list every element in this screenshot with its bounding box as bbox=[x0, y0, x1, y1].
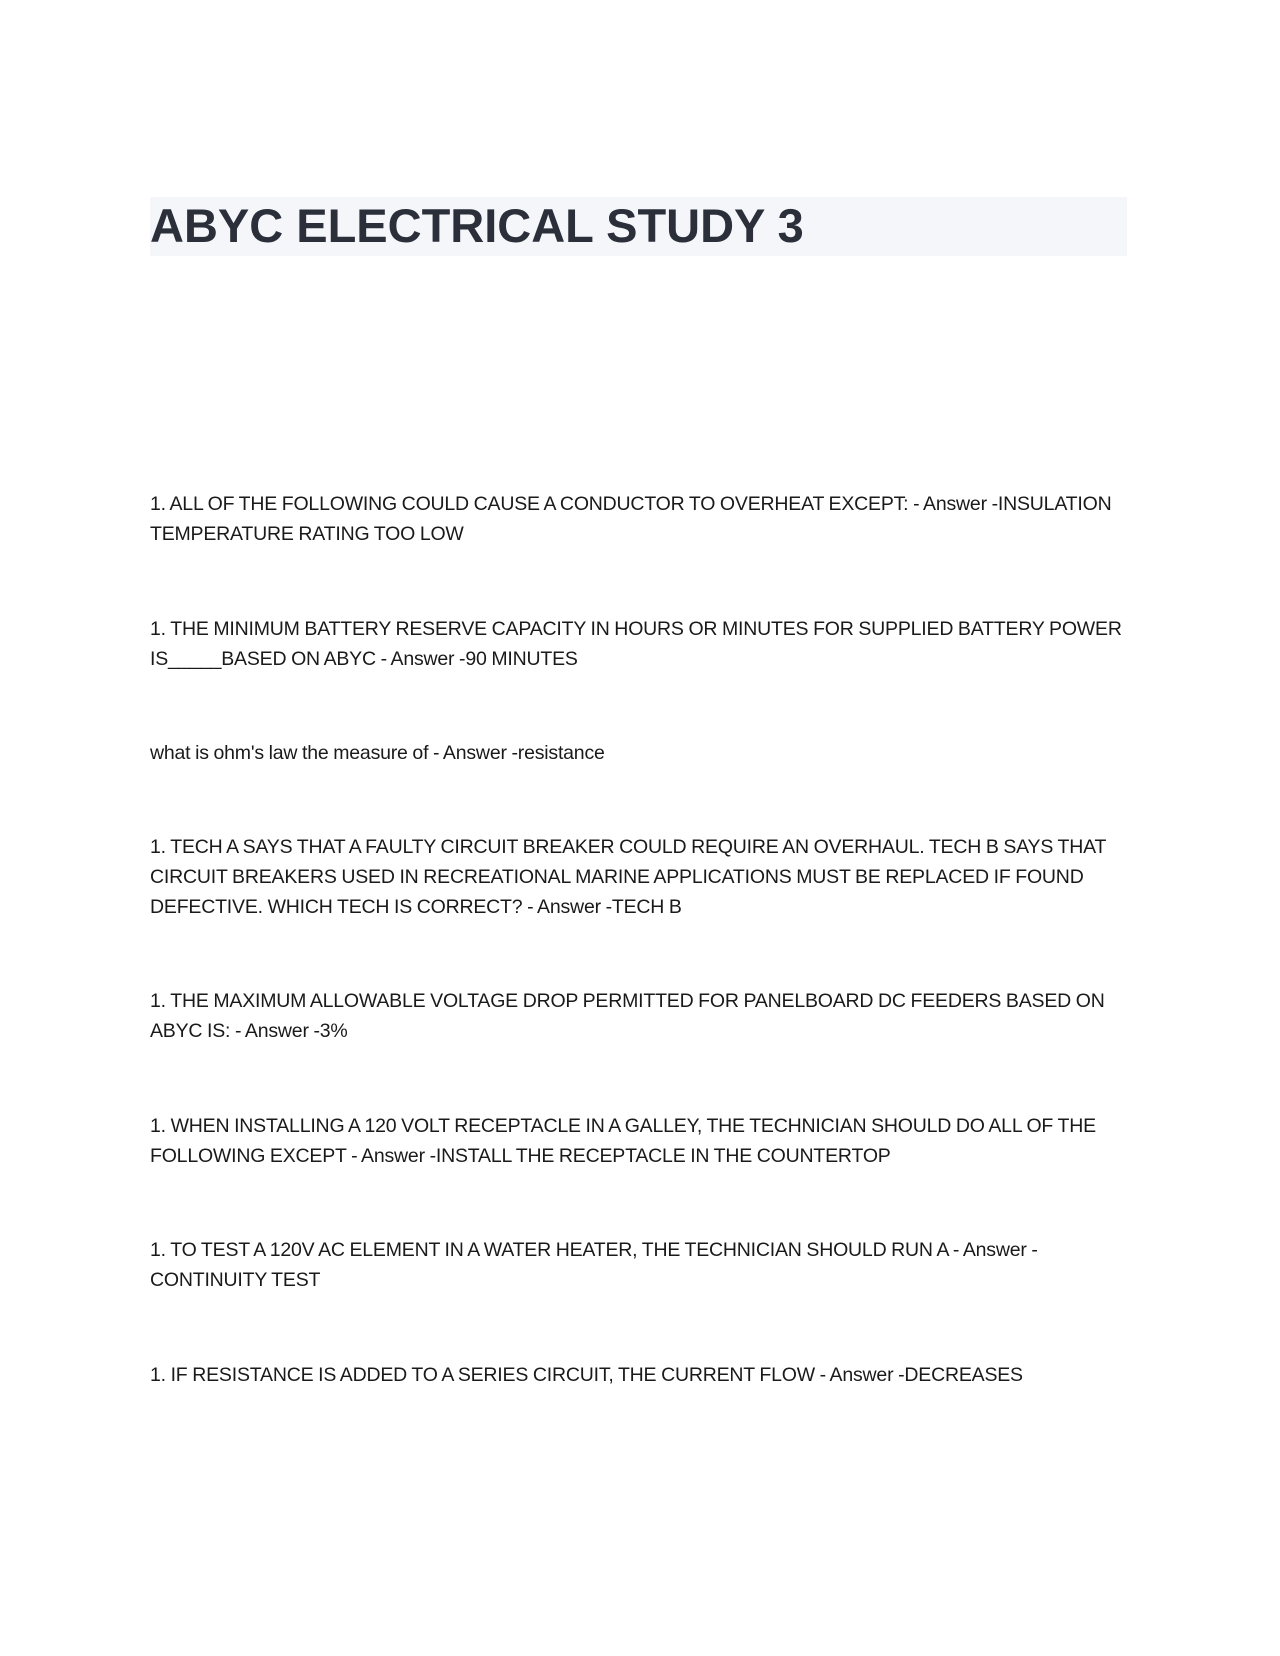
qa-line: 1. ALL OF THE FOLLOWING COULD CAUSE A CONDUCTOR TO OVERHEAT EXCEPT: - Answer -INSULATION bbox=[150, 493, 1112, 515]
qa-line: 1. TECH A SAYS THAT A FAULTY CIRCUIT BREAKER COULD REQUIRE AN OVERHAUL. TECH B SAYS THAT bbox=[150, 836, 1107, 858]
qa-entry bbox=[150, 489, 1130, 549]
qa-line: 1. WHEN INSTALLING A 120 VOLT RECEPTACLE IN A GALLEY, THE TECHNICIAN SHOULD DO ALL OF THE bbox=[150, 1115, 1096, 1137]
qa-entry bbox=[150, 832, 1130, 922]
qa-entry bbox=[150, 1235, 1130, 1295]
qa-line: what is ohm's law the measure of - Answer -resistance bbox=[150, 742, 605, 764]
qa-line: 1. THE MAXIMUM ALLOWABLE VOLTAGE DROP PERMITTED FOR PANELBOARD DC FEEDERS BASED ON bbox=[150, 990, 1105, 1012]
qa-entry bbox=[150, 1111, 1130, 1171]
qa-line: ABYC IS: - Answer -3% bbox=[150, 1020, 348, 1042]
qa-entry bbox=[150, 986, 1130, 1046]
qa-line: 1. IF RESISTANCE IS ADDED TO A SERIES CIRCUIT, THE CURRENT FLOW - Answer -DECREASES bbox=[150, 1364, 1023, 1386]
qa-line: 1. TO TEST A 120V AC ELEMENT IN A WATER HEATER, THE TECHNICIAN SHOULD RUN A - Answer - bbox=[150, 1239, 1038, 1261]
qa-line: CIRCUIT BREAKERS USED IN RECREATIONAL MARINE APPLICATIONS MUST BE REPLACED IF FOUND bbox=[150, 866, 1084, 888]
title-block bbox=[150, 197, 1127, 256]
qa-line: DEFECTIVE. WHICH TECH IS CORRECT? - Answer -TECH B bbox=[150, 896, 682, 918]
qa-line: IS_____BASED ON ABYC - Answer -90 MINUTES bbox=[150, 648, 578, 670]
page-title: ABYC ELECTRICAL STUDY 3 bbox=[150, 199, 804, 252]
qa-line: 1. THE MINIMUM BATTERY RESERVE CAPACITY IN HOURS OR MINUTES FOR SUPPLIED BATTERY POWER bbox=[150, 618, 1122, 640]
qa-line: CONTINUITY TEST bbox=[150, 1269, 321, 1291]
qa-entry bbox=[150, 1360, 1130, 1390]
qa-line: TEMPERATURE RATING TOO LOW bbox=[150, 523, 464, 545]
qa-entry bbox=[150, 614, 1130, 674]
qa-line: FOLLOWING EXCEPT - Answer -INSTALL THE RECEPTACLE IN THE COUNTERTOP bbox=[150, 1145, 891, 1167]
qa-entry bbox=[150, 738, 1130, 768]
